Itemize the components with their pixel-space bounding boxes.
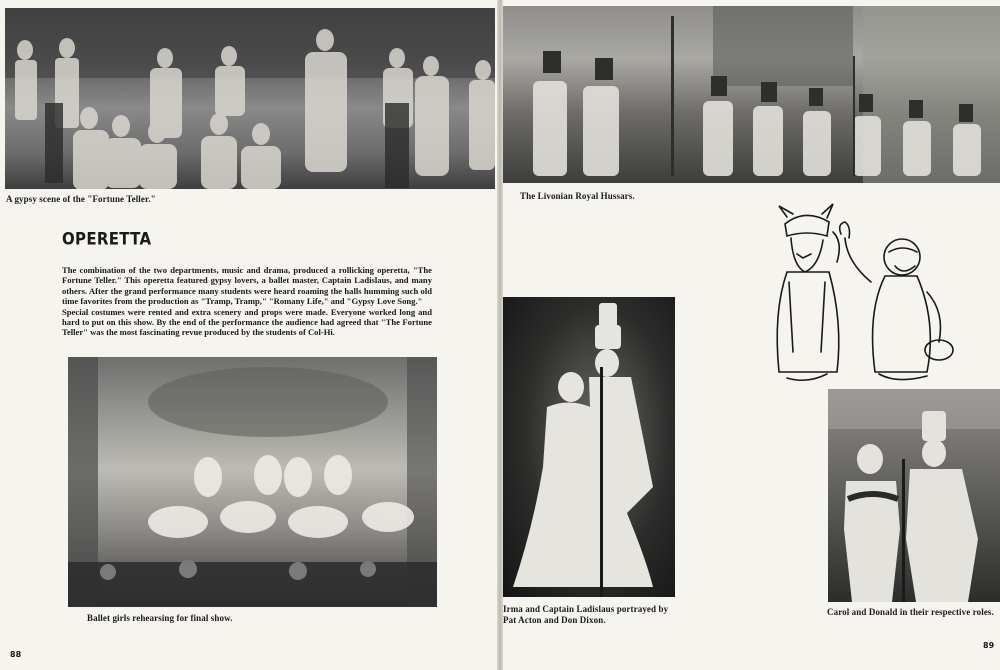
article-body — [62, 265, 432, 338]
irma-ladislaus-photo — [503, 297, 675, 597]
page-heading: OPERETTA — [62, 228, 152, 250]
right-page — [503, 0, 1000, 670]
article-paragraph: Special costumes were rented and extra scenery and props were made. Everyone worked long and hard to put on this show. By the end of the performance the audience had agreed that "The Fortune Teller" was the most fascinating revue produced by the students of Col-Hi. — [62, 306, 432, 338]
hussars-figures — [503, 6, 1000, 183]
hussars-photo — [503, 6, 1000, 183]
cartoon-drawing — [767, 202, 962, 387]
gypsy-scene-photo — [5, 8, 495, 189]
carol-donald-photo — [828, 389, 1000, 602]
carol-donald-caption: Carol and Donald in their respective roles. — [827, 607, 994, 617]
ballet-scene-figures — [68, 357, 437, 607]
carol-donald-figures — [828, 389, 1000, 602]
ballet-rehearsal-photo — [68, 357, 437, 607]
ballet-caption: Ballet girls rehearsing for final show. — [87, 613, 233, 623]
page-number-left: 88 — [10, 650, 22, 659]
article-paragraph: The combination of the two departments, music and drama, produced a rollicking operetta, "The Fortune Teller." This operetta featured gypsy lovers, a ballet master, Captain Ladislaus, and many others. After the grand performance many students were heard roaming the halls humming such old time favorites from the production as "Tramp, Tramp," "Romany Life," and "Gypsy Love Song." — [62, 265, 432, 307]
hussars-caption: The Livonian Royal Hussars. — [520, 191, 635, 201]
gypsy-scene-figures — [5, 8, 495, 189]
page-number-right: 89 — [983, 641, 995, 650]
irma-caption-line2: Pat Acton and Don Dixon. — [503, 615, 606, 625]
irma-ladislaus-figures — [503, 297, 675, 597]
left-page — [0, 0, 497, 670]
irma-caption-line1: Irma and Captain Ladislaus portrayed by — [503, 604, 669, 614]
gypsy-scene-caption: A gypsy scene of the "Fortune Teller." — [6, 194, 156, 204]
